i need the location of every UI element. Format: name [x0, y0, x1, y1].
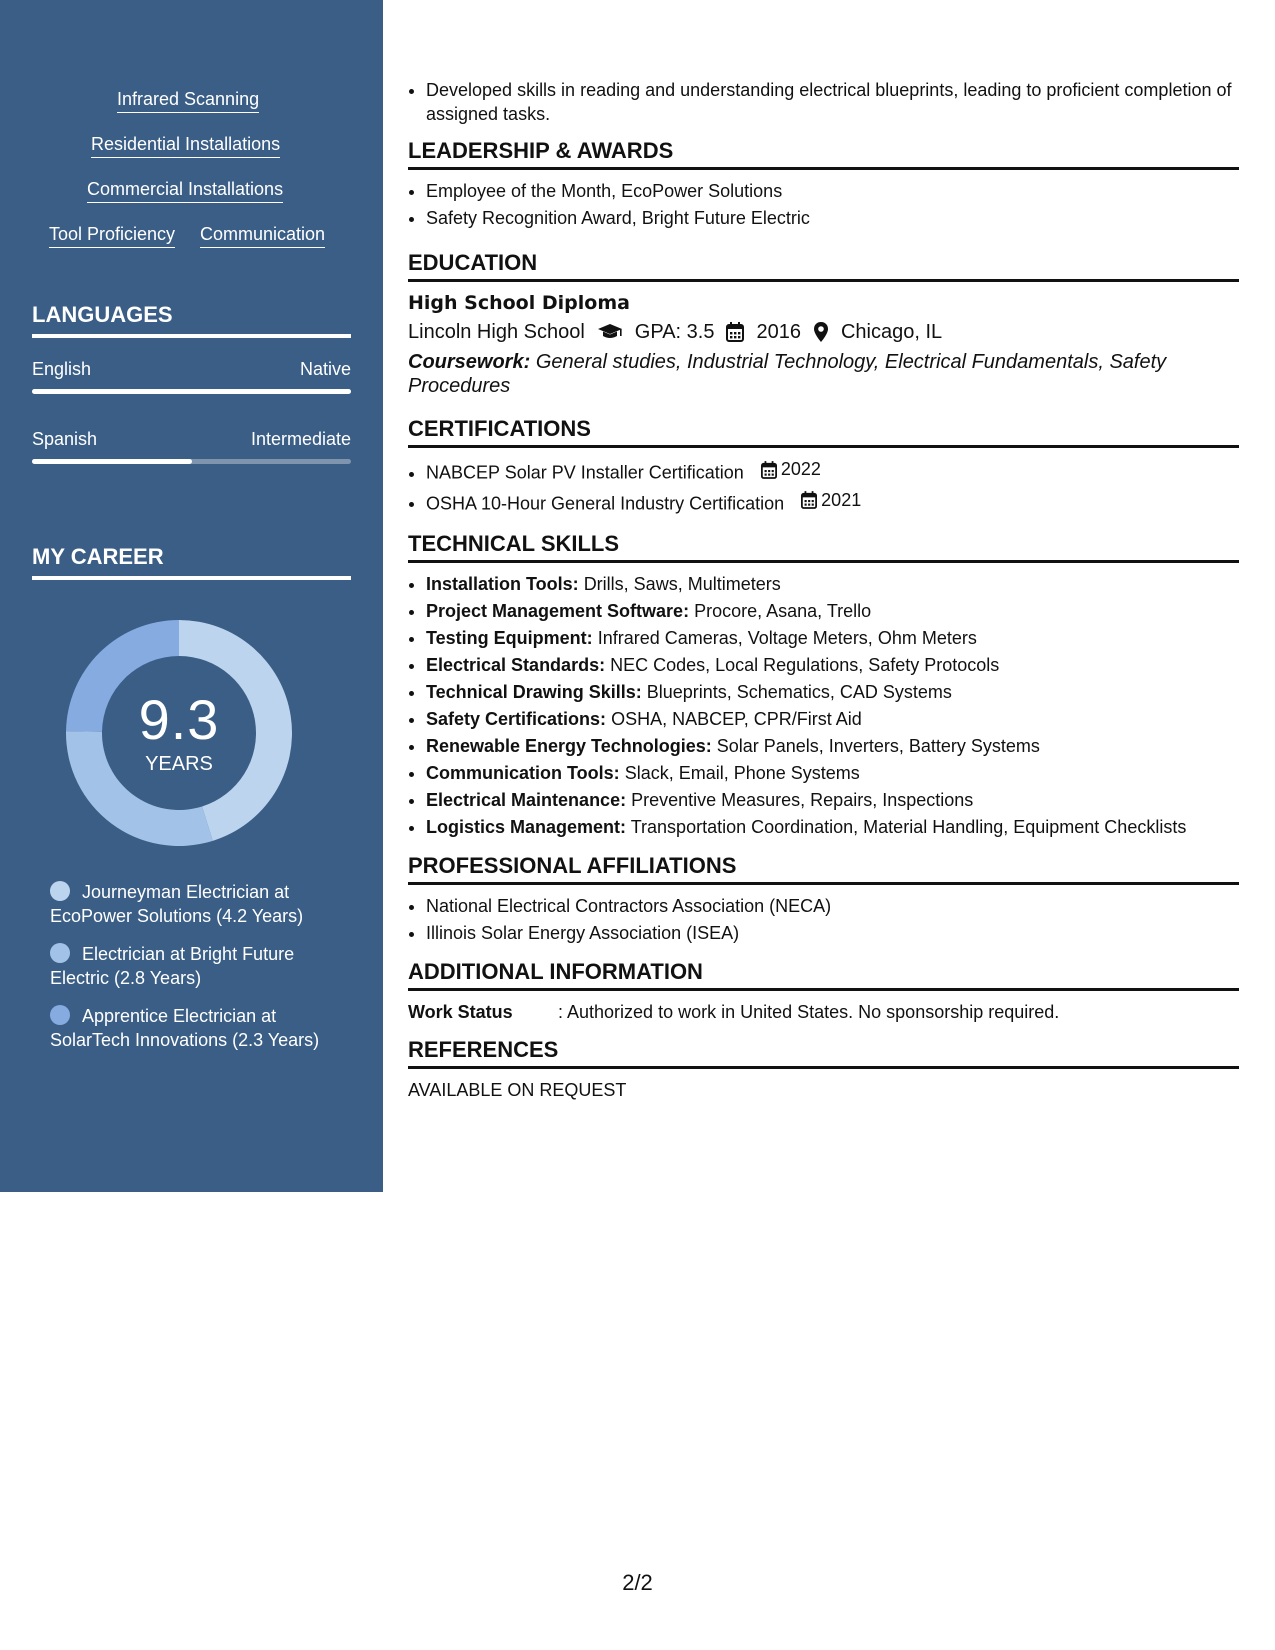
list-item — [426, 814, 1239, 841]
legend-dot-icon — [50, 881, 70, 901]
language-name: English — [32, 359, 92, 379]
list-item — [426, 456, 1239, 487]
education-coursework — [408, 350, 1239, 398]
education-location: Chicago, IL — [840, 321, 943, 343]
coursework-label: Coursework: — [408, 351, 531, 373]
career-legend-item — [50, 942, 330, 990]
list-item: • Safety Recognition Award, Bright Future Electric — [426, 205, 1239, 232]
skill-label: Safety Certifications: — [426, 709, 607, 729]
education-gpa: GPA: 3.5 — [634, 321, 715, 343]
certifications-heading: CERTIFICATIONS — [408, 416, 1239, 448]
skill-value: Transportation Coordination, Material Handling, Equipment Checklists — [630, 817, 1187, 837]
affiliations-heading: PROFESSIONAL AFFILIATIONS — [408, 853, 1239, 885]
additional-info-heading: ADDITIONAL INFORMATION — [408, 959, 1239, 991]
career-legend-item — [50, 1004, 330, 1052]
career-heading: MY CAREER — [32, 544, 351, 580]
list-item — [426, 787, 1239, 814]
education-degree: High School Diploma — [408, 292, 630, 314]
list-item — [426, 571, 1239, 598]
list-item — [426, 598, 1239, 625]
skill-label: Project Management Software: — [426, 601, 690, 621]
skill-value: NEC Codes, Local Regulations, Safety Protocols — [610, 655, 1000, 675]
education-year: 2016 — [756, 321, 801, 343]
skill-label: Communication Tools: — [426, 763, 620, 783]
page-number: 2/2 — [622, 1570, 653, 1595]
skill-value: Drills, Saws, Multimeters — [583, 574, 781, 594]
language-proficiency-bar — [32, 459, 351, 464]
language-level: Intermediate — [250, 429, 351, 449]
list-item — [426, 652, 1239, 679]
coursework-text: General studies, Industrial Technology, Electrical Fundamentals, Safety Procedures — [408, 351, 1167, 397]
skill-label: Electrical Standards: — [426, 655, 606, 675]
list-item: • Developed skills in reading and understanding electrical blueprints, leading to proficient completion of assigned tasks. — [426, 78, 1239, 126]
calendar-icon — [801, 491, 817, 509]
references-heading: REFERENCES — [408, 1037, 1239, 1069]
graduation-cap-icon — [597, 322, 623, 342]
skill-value: Infrared Cameras, Voltage Meters, Ohm Meters — [597, 628, 977, 648]
skill-tag: Communication — [200, 223, 325, 248]
career-legend-label: Apprentice Electrician at SolarTech Innovations (2.3 Years) — [50, 1006, 320, 1050]
work-status-label: Work Status — [408, 1002, 513, 1022]
skill-label: Logistics Management: — [426, 817, 627, 837]
education-heading: EDUCATION — [408, 250, 1239, 282]
skill-tag: Residential Installations — [91, 133, 280, 158]
certification-date — [761, 456, 821, 483]
language-row — [32, 428, 351, 450]
skill-value: Preventive Measures, Repairs, Inspections — [631, 790, 974, 810]
location-pin-icon — [813, 321, 829, 343]
main-content — [408, 78, 1239, 1103]
list-item — [426, 625, 1239, 652]
language-level: Native — [299, 359, 351, 379]
list-item: • Illinois Solar Energy Association (ISEA) — [426, 920, 1239, 947]
skill-value: Blueprints, Schematics, CAD Systems — [646, 682, 952, 702]
work-status-value: : Authorized to work in United States. No sponsorship required. — [558, 1002, 1060, 1022]
leadership-list — [408, 178, 1239, 232]
certification-year: 2021 — [821, 489, 862, 510]
skill-value: OSHA, NABCEP, CPR/First Aid — [611, 709, 862, 729]
references-text: AVAILABLE ON REQUEST — [408, 1080, 627, 1100]
language-name: Spanish — [32, 429, 98, 449]
list-item: • National Electrical Contractors Association (NECA) — [426, 893, 1239, 920]
legend-dot-icon — [50, 943, 70, 963]
list-item — [426, 487, 1239, 518]
affiliations-list — [408, 893, 1239, 947]
language-proficiency-bar — [32, 389, 351, 394]
calendar-icon — [726, 322, 744, 342]
career-legend-item — [50, 880, 330, 928]
work-status-row — [408, 999, 1239, 1025]
certification-name: NABCEP Solar PV Installer Certification — [426, 462, 744, 483]
skill-tag: Infrared Scanning — [117, 88, 259, 113]
list-item — [426, 706, 1239, 733]
education-details — [408, 316, 1239, 348]
languages-heading: LANGUAGES — [32, 302, 351, 338]
career-donut-center — [66, 620, 292, 846]
language-proficiency-fill — [32, 459, 192, 464]
list-item — [426, 733, 1239, 760]
skill-label: Installation Tools: — [426, 574, 579, 594]
certifications-list — [408, 456, 1239, 517]
list-item — [426, 760, 1239, 787]
career-donut-chart — [66, 620, 292, 846]
skill-tag: Commercial Installations — [87, 178, 283, 203]
career-legend-label: Journeyman Electrician at EcoPower Solutions (4.2 Years) — [50, 882, 304, 926]
career-legend-label: Electrician at Bright Future Electric (2.8 Years) — [50, 944, 295, 988]
skill-label: Electrical Maintenance: — [426, 790, 627, 810]
skill-tag: Tool Proficiency — [49, 223, 175, 248]
education-school: Lincoln High School — [408, 321, 585, 343]
leadership-heading: LEADERSHIP & AWARDS — [408, 138, 1239, 170]
technical-skills-list — [408, 571, 1239, 841]
language-row — [32, 358, 351, 380]
technical-skills-heading: TECHNICAL SKILLS — [408, 531, 1239, 563]
experience-bullets — [408, 78, 1239, 126]
skill-label: Renewable Energy Technologies: — [426, 736, 712, 756]
certification-name: OSHA 10-Hour General Industry Certification — [426, 493, 785, 513]
career-total-unit: YEARS — [145, 753, 213, 775]
skill-value: Solar Panels, Inverters, Battery Systems — [716, 736, 1040, 756]
certification-date — [801, 487, 861, 514]
career-total-years: 9.3 — [138, 688, 220, 751]
certification-year: 2022 — [780, 459, 821, 479]
skill-label: Technical Drawing Skills: — [426, 682, 642, 702]
skill-label: Testing Equipment: — [426, 628, 593, 648]
skill-value: Procore, Asana, Trello — [694, 601, 872, 621]
list-item — [426, 679, 1239, 706]
language-proficiency-fill — [32, 389, 351, 394]
calendar-icon — [761, 461, 777, 479]
skill-value: Slack, Email, Phone Systems — [624, 763, 860, 783]
sidebar — [0, 0, 383, 1192]
legend-dot-icon — [50, 1005, 70, 1025]
list-item: • Employee of the Month, EcoPower Solutions — [426, 178, 1239, 205]
